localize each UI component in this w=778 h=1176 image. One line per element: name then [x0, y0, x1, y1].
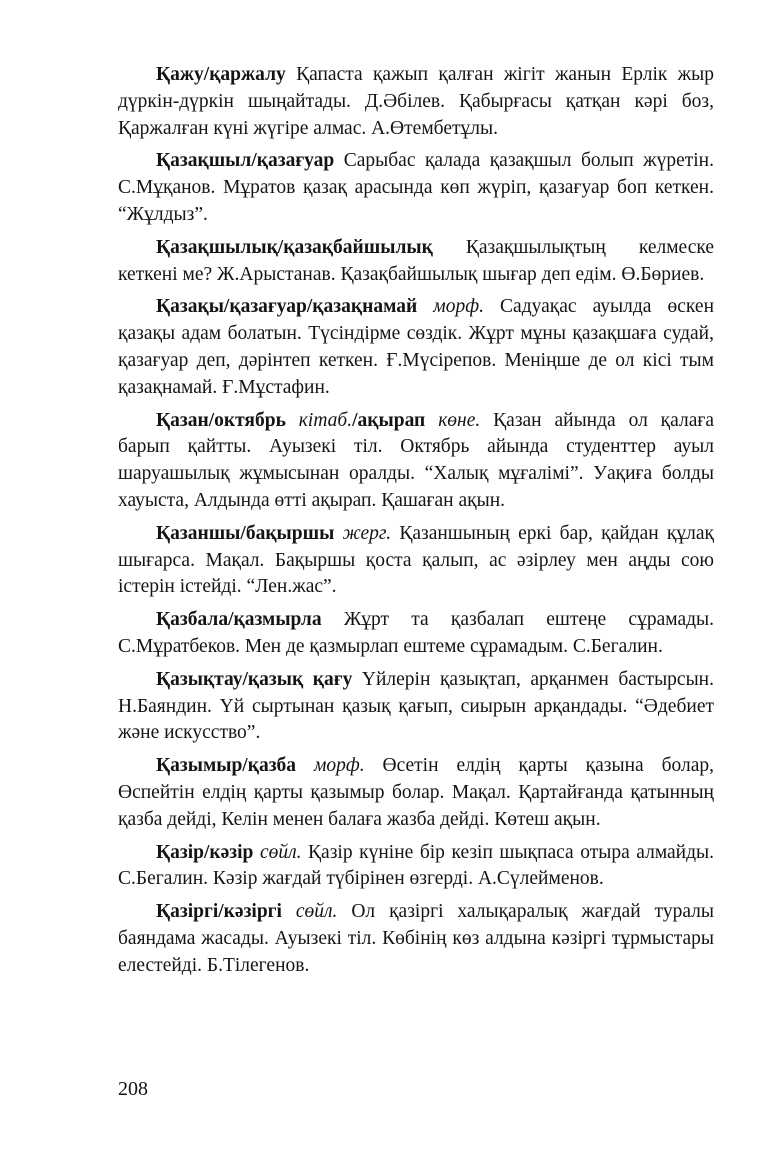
entry-kazbala [118, 607, 714, 661]
entry-text: Сарыбас қалада қазақшыл болып жүретін. С.Мұқанов. Мұратов қазақ арасында көп жүріп, қазағуар боп кеткен. “Жұлдыз”. [118, 150, 714, 225]
grammar-label: көне. [438, 409, 481, 431]
entry-kazanshy [118, 521, 714, 601]
headword-variant: /ақырап [352, 409, 426, 431]
entry-kazirgi [118, 899, 714, 979]
entry-kazaky [118, 294, 714, 401]
grammar-label: морф. [433, 296, 484, 318]
entry-text: Ол қазіргі халықаралық жағдай туралы баяндама жасады. Ауызекі тіл. Көбінің көз алдына кәзіргі тұрмыстары елестейді. Б.Тілегенов. [118, 901, 714, 976]
page-number: 208 [118, 1078, 148, 1100]
entry-text: Жұрт та қазбалап ештеңе сұрамады. С.Мұратбеков. Мен де қазмырлап ештеме сұрамадым. С.Бегалин. [118, 609, 714, 657]
grammar-label: кітаб. [298, 409, 353, 431]
entry-text: Өсетін елдің қарты қазына болар, Өспейтін елдің қарты қазымыр болар. Мақал. Қартайғанда қатынның қазба дейді, Келін менен балаға жазба дейді. Көтеш ақын. [118, 755, 714, 830]
grammar-label: сөйл. [295, 901, 338, 923]
entry-kazakshyl [118, 148, 714, 228]
entry-text: Қазаншының еркі бар, қайдан құлақ шығарса. Мақал. Бақыршы қоста қалып, ас әзірлеу мен аңды сою істерін істейді. “Лен.жас”. [118, 522, 715, 598]
entry-kazyktau [118, 667, 714, 747]
entry-kazakshylyk [118, 235, 714, 289]
headword: Қазықтау/қазық қағу [156, 668, 353, 690]
headword: Қазан/октябрь [156, 409, 286, 431]
headword: Қазақшыл/қазағуар [156, 150, 335, 172]
grammar-label: жерг. [342, 522, 392, 544]
entry-text: Қапаста қажып қалған жігіт жанын Ерлік жыр дүркін-дүркін шыңайтады. Д.Әбілев. Қабырғасы қатқан кәрі боз, Қаржалған күні жүгіре алмас. А.Өтембетұлы. [118, 64, 715, 139]
entry-kazir [118, 840, 714, 894]
entry-text: Садуақас ауылда өскен қазақы адам болатын. Түсіндірме сөздік. Жұрт мұны қазақшаға судай, қазағуар деп, дәрінтеп кеткен. Ғ.Мүсірепов. Меніңше де ол кісі тым қазақнамай. Ғ.Мұстафин. [118, 296, 715, 398]
entry-kazhu [118, 62, 714, 142]
dictionary-page [118, 62, 714, 986]
grammar-label: морф. [313, 755, 365, 777]
entry-text: Қазан айында ол қалаға барып қайтты. Ауызекі тіл. Октябрь айында студенттер ауыл шаруашылық жұмысынан оралды. “Халық мұғалімі”. Уақиға болды хауыста, Алдында өтті ақырап. Қашаған ақын. [118, 409, 715, 511]
headword: Қазіргі/кәзіргі [156, 901, 282, 923]
headword: Қазақшылық/қазақбайшылық [156, 236, 433, 258]
entry-text: Қазір күніне бір кезіп шықпаса отыра алмайды. С.Бегалин. Кәзір жағдай түбірінен өзгерді. А.Сүлейменов. [118, 841, 715, 890]
headword: Қазаншы/бақыршы [156, 522, 335, 544]
entry-text: Қазақшылықтың келмеске кеткені ме? Ж.Арыстанав. Қазақбайшылық шығар деп едім. Ө.Бөриев. [118, 236, 714, 285]
headword: Қазбала/қазмырла [156, 609, 322, 631]
entry-kazymyr [118, 753, 714, 833]
headword: Қажу/қаржалу [156, 64, 286, 85]
entry-kazan [118, 408, 714, 515]
grammar-label: сөйл. [259, 841, 302, 863]
entry-text: Үйлерін қазықтап, арқанмен бастырсын. Н.Баяндин. Үй сыртынан қазық қағып, сиырын арқандады. “Әдебиет және искусство”. [118, 668, 714, 744]
headword: Қазақы/қазағуар/қазақнамай [156, 296, 418, 318]
headword: Қазір/кәзір [156, 841, 254, 863]
headword: Қазымыр/қазба [156, 755, 297, 777]
